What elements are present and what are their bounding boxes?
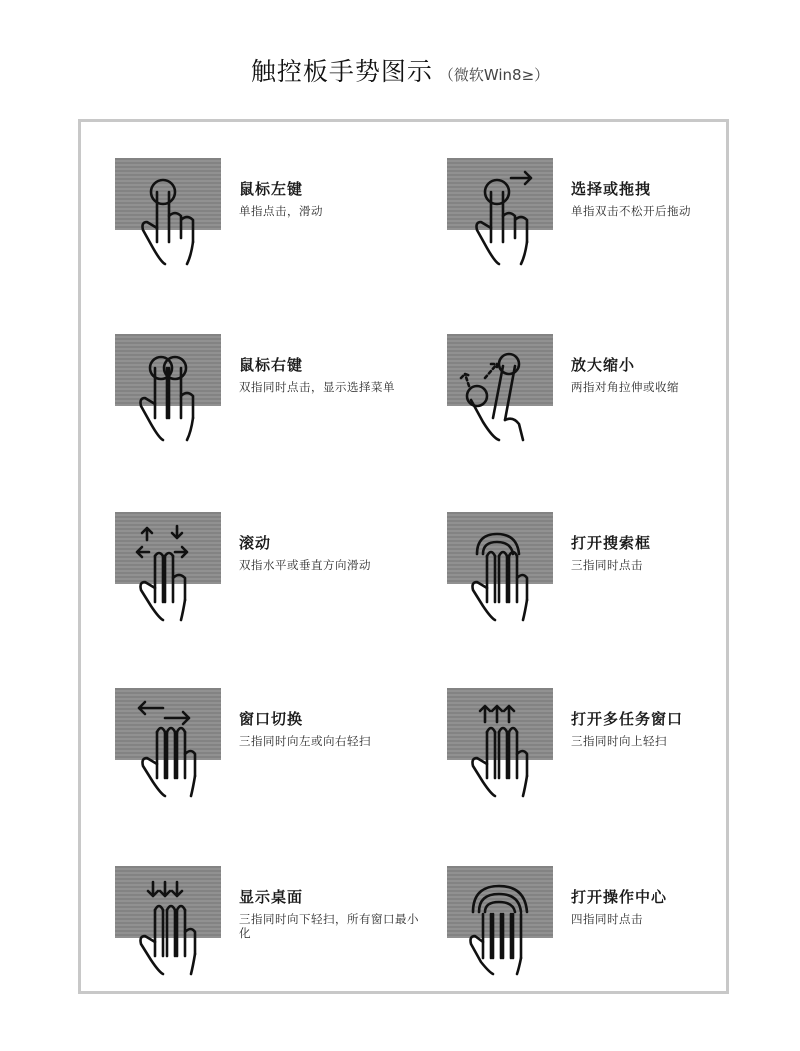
gesture-description: 单指双击不松开后拖动 <box>571 204 691 218</box>
one-finger-tap-icon <box>115 158 235 268</box>
gesture-description: 双指水平或垂直方向滑动 <box>239 558 371 572</box>
gesture-action-center <box>447 866 767 1006</box>
gesture-description: 三指同时点击 <box>571 558 643 572</box>
gesture-title: 鼠标右键 <box>239 356 304 374</box>
three-finger-swipe-up-icon <box>447 688 567 798</box>
gesture-scroll <box>115 512 435 652</box>
gesture-left-click <box>115 158 435 298</box>
gesture-title: 打开多任务窗口 <box>571 710 684 728</box>
three-finger-swipe-horizontal-icon <box>115 688 235 798</box>
gesture-title: 滚动 <box>239 534 272 552</box>
two-finger-tap-icon <box>115 334 235 444</box>
one-finger-drag-icon <box>447 158 567 268</box>
pinch-zoom-icon <box>447 334 567 444</box>
gesture-description: 三指同时向左或向右轻扫 <box>239 734 371 748</box>
title-text: 触控板手势图示 <box>250 57 433 86</box>
gesture-description: 单指点击，滑动 <box>239 204 323 218</box>
two-finger-scroll-icon <box>115 512 235 622</box>
page-title <box>0 52 800 88</box>
gesture-task-view <box>447 688 767 828</box>
gesture-description: 三指同时向下轻扫，所有窗口最小化 <box>239 912 419 940</box>
gesture-title: 选择或拖拽 <box>571 180 652 198</box>
gesture-show-desktop <box>115 866 435 1006</box>
gesture-zoom <box>447 334 767 474</box>
gesture-select-drag <box>447 158 767 298</box>
three-finger-swipe-down-icon <box>115 866 235 976</box>
gesture-right-click <box>115 334 435 474</box>
gesture-title: 放大缩小 <box>571 356 636 374</box>
title-subtitle: （微软Win8≥） <box>438 66 550 84</box>
gesture-switch-window <box>115 688 435 828</box>
gesture-title: 窗口切换 <box>239 710 304 728</box>
gesture-description: 三指同时向上轻扫 <box>571 734 667 748</box>
gesture-title: 打开搜索框 <box>571 534 652 552</box>
gesture-description: 两指对角拉伸或收缩 <box>571 380 679 394</box>
gesture-panel <box>78 119 729 994</box>
four-finger-tap-icon <box>447 866 567 976</box>
gesture-title: 打开操作中心 <box>571 888 668 906</box>
gesture-title: 显示桌面 <box>239 888 304 906</box>
gesture-description: 四指同时点击 <box>571 912 643 926</box>
gesture-description: 双指同时点击，显示选择菜单 <box>239 380 395 394</box>
gesture-title: 鼠标左键 <box>239 180 304 198</box>
gesture-open-search <box>447 512 767 652</box>
three-finger-tap-icon <box>447 512 567 622</box>
